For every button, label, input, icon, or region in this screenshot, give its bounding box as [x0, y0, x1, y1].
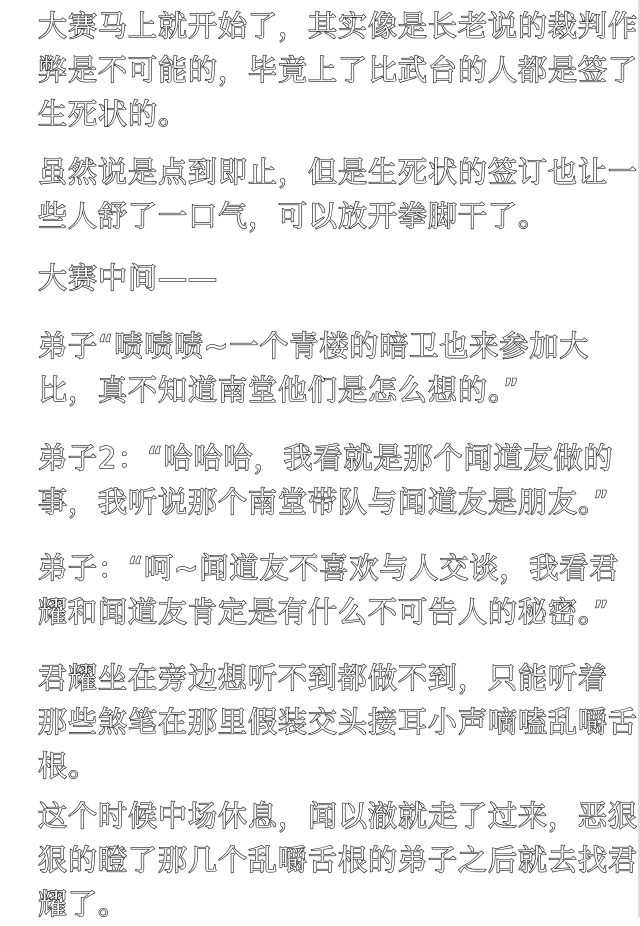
- text-line: 根。: [38, 749, 99, 783]
- text-line: 这个时候中场休息，闻以澈就走了过来，恶狠: [38, 799, 639, 833]
- text-line: 些人舒了一口气，可以放开拳脚干了。: [38, 199, 549, 233]
- text-line: 弟子：“呵~闻道友不喜欢与人交谈，我看君: [38, 551, 620, 585]
- text-line: 那些煞笔在那里假装交头接耳小声嘀嗑乱嚼舌: [38, 705, 639, 739]
- text-line: 大赛马上就开始了，其实像是长老说的裁判作: [38, 9, 639, 43]
- paragraph-4: [38, 324, 598, 412]
- text-line: 弟子2：“哈哈哈，我看就是那个闻道友做的: [38, 441, 614, 475]
- text-line: 狠的瞪了那几个乱嚼舌根的弟子之后就去找君: [38, 843, 639, 877]
- paragraph-6: [38, 546, 620, 634]
- text-line: 君耀坐在旁边想听不到都做不到，只能听着: [38, 661, 609, 695]
- text-line: 弊是不可能的，毕竟上了比武台的人都是签了: [38, 53, 639, 87]
- paragraph-1: [38, 4, 639, 136]
- text-line: 大赛中间——: [38, 261, 219, 295]
- text-line: 生死状的。: [38, 97, 189, 131]
- text-line: 事，我听说那个南堂带队与闻道友是朋友。”: [38, 485, 610, 519]
- paragraph-2: [38, 150, 639, 238]
- paragraph-5: [38, 436, 614, 524]
- text-line: 虽然说是点到即止，但是生死状的签订也让一: [38, 155, 639, 189]
- paragraph-7: [38, 656, 639, 788]
- paragraph-8: [38, 794, 639, 926]
- text-line: 弟子“啧啧啧~一个青楼的暗卫也来参加大: [38, 329, 590, 363]
- text-line: 耀和闻道友肯定是有什么不可告人的秘密。”: [38, 595, 610, 629]
- paragraph-3: [38, 256, 598, 300]
- text-line: 比，真不知道南堂他们是怎么想的。”: [38, 373, 520, 407]
- text-line: 耀了。: [38, 887, 129, 921]
